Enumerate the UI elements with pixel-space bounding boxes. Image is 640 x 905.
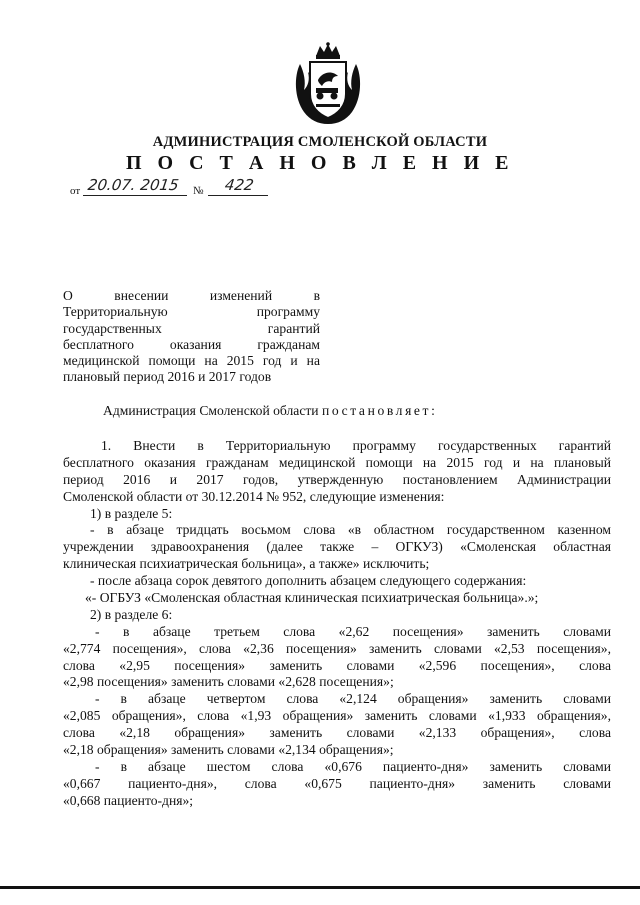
document-type-title: П О С Т А Н О В Л Е Н И Е xyxy=(126,152,514,174)
body-line: «2,18 обращения» заменить словами «2,134 обращения»; xyxy=(63,742,394,758)
body-line: 2) в разделе 6: xyxy=(90,606,173,622)
document-body xyxy=(63,438,611,810)
subject-line: бесплатного оказания гражданам xyxy=(63,336,320,352)
number-underline xyxy=(208,195,268,196)
subject-line: О внесении изменений в xyxy=(63,288,320,303)
body-line: «0,668 пациенто-дня»; xyxy=(63,792,194,808)
subject-line: Территориальную программу xyxy=(63,304,320,320)
subject-line: государственных гарантий xyxy=(63,320,320,336)
body-line: «- ОГБУЗ «Смоленская областная клиническая психиатрическая больница».»; xyxy=(85,590,539,606)
organization-title: АДМИНИСТРАЦИЯ СМОЛЕНСКОЙ ОБЛАСТИ xyxy=(152,134,488,150)
body-line: клиническая психиатрическая больница», а также» исключить; xyxy=(63,556,430,572)
body-line: - в абзаце шестом слова «0,676 пациенто-дня» заменить словами xyxy=(95,758,611,774)
date-underline xyxy=(83,195,187,196)
preamble-text: Администрация Смоленской области xyxy=(103,403,319,418)
smolensk-coat-of-arms-icon xyxy=(292,42,364,126)
number-prefix: № xyxy=(193,185,204,197)
document-subject xyxy=(63,288,320,386)
body-line: слова «2,18 обращения» заменить словами «2,133 обращения», слова xyxy=(63,725,611,741)
body-line: бесплатного оказания гражданам медицинской помощи на 2015 год и на плановый xyxy=(63,454,611,470)
body-line: период 2016 и 2017 годов, утвержденную постановлением Администрации xyxy=(63,471,611,487)
preamble-action: постановляет: xyxy=(321,403,438,418)
date-prefix: от xyxy=(70,185,81,197)
date-number-line xyxy=(70,176,330,202)
subject-line: плановый период 2016 и 2017 годов xyxy=(63,369,272,385)
body-line: «2,98 посещения» заменить словами «2,628 посещения»; xyxy=(63,674,394,690)
body-line: - в абзаце четвертом слова «2,124 обращения» заменить словами xyxy=(95,691,611,707)
date-value: 20.07. 2015 xyxy=(86,176,180,194)
body-line: «2,774 посещения», слова «2,36 посещения» заменить словами «2,53 посещения», xyxy=(63,640,611,656)
body-line: 1) в разделе 5: xyxy=(90,505,173,521)
body-line: учреждении здравоохранения (далее также – ОГКУЗ) «Смоленская областная xyxy=(63,539,611,555)
preamble xyxy=(103,403,437,419)
page-bottom-rule xyxy=(0,886,640,889)
body-line: Смоленской области от 30.12.2014 № 952, следующие изменения: xyxy=(63,488,445,504)
body-line: слова «2,95 посещения» заменить словами «2,596 посещения», слова xyxy=(63,657,611,673)
body-line: - в абзаце третьем слова «2,62 посещения» заменить словами xyxy=(95,623,611,639)
subject-line: медицинской помощи на 2015 год и на xyxy=(63,353,320,369)
body-line: 1. Внести в Территориальную программу государственных гарантий xyxy=(101,438,611,453)
body-line: «2,085 обращения», слова «1,93 обращения» заменить словами «1,933 обращения», xyxy=(63,708,611,724)
body-line: - после абзаца сорок девятого дополнить абзацем следующего содержания: xyxy=(90,573,527,589)
number-value: 422 xyxy=(223,176,255,194)
body-line: «0,667 пациенто-дня», слова «0,675 пациенто-дня» заменить словами xyxy=(63,775,611,791)
body-line: - в абзаце тридцать восьмом слова «в областном государственном казенном xyxy=(90,522,611,538)
